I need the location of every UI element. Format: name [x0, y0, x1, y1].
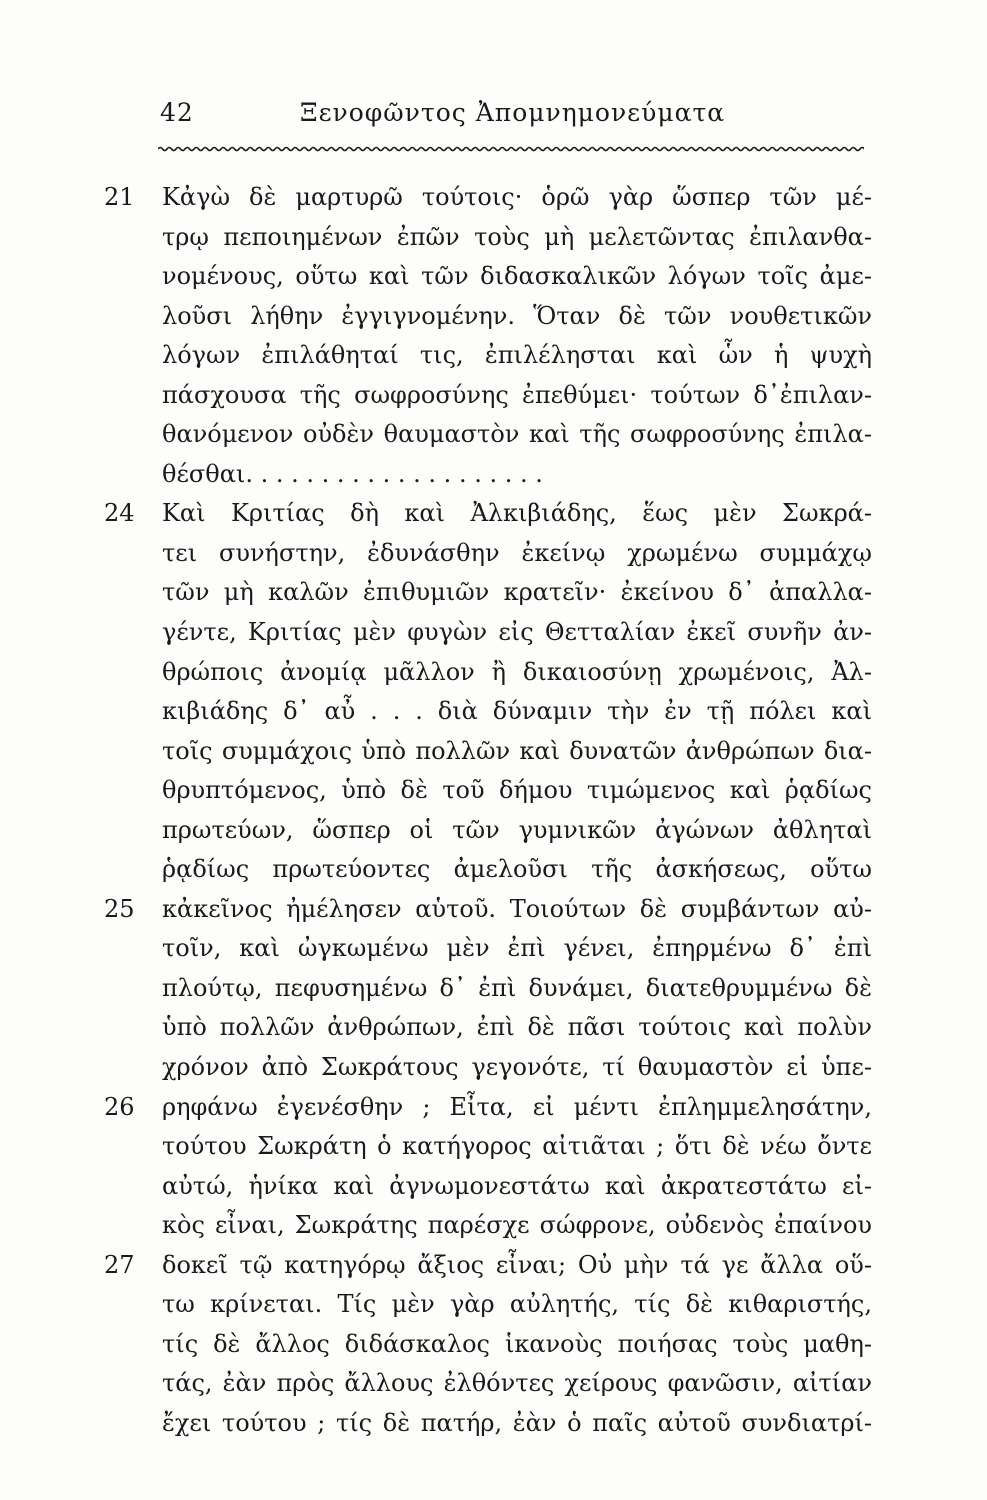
section-number: 21	[104, 183, 135, 211]
text-line	[162, 455, 872, 495]
line-text: χρόνον ἀπὸ Σωκράτους γεγονότε, τί θαυμαστὸν εἰ ὑπε-	[162, 1053, 872, 1082]
line-text: τῶν μὴ καλῶν ἐπιθυμιῶν κρατεῖν· ἐκείνου δ᾽ ἀπαλλα-	[162, 578, 872, 607]
section-number: 25	[104, 894, 135, 923]
line-text: πρωτεύων, ὥσπερ οἱ τῶν γυμνικῶν ἀγώνων ἀθληταὶ	[162, 815, 872, 844]
body-text	[104, 178, 872, 1444]
text-line	[162, 1404, 872, 1444]
text-line	[104, 494, 872, 534]
line-text: τοῖς συμμάχοις ὑπὸ πολλῶν καὶ δυνατῶν ἀνθρώπων δια-	[162, 736, 872, 765]
line-text: τάς, ἐὰν πρὸς ἄλλους ἐλθόντες χείρους φανῶσιν, αἰτίαν	[162, 1369, 872, 1398]
text-line	[162, 692, 872, 732]
line-text: ἔχει τούτου ; τίς δὲ πατήρ, ἐὰν ὁ παῖς αὐτοῦ συνδιατρί-	[162, 1408, 872, 1437]
text-line	[162, 1167, 872, 1207]
line-text: ρηφάνω ἐγενέσθην ; Εἶτα, εἰ μέντι ἐπλημμελησάτην,	[162, 1092, 872, 1121]
line-text: τρῳ πεποιημένων ἐπῶν τοὺς μὴ μελετῶντας ἐπιλανθα-	[162, 222, 872, 251]
text-line	[162, 929, 872, 969]
running-title: Ξενοφῶντος Ἀπομνημονεύματα	[300, 98, 726, 127]
line-text: λόγων ἐπιλάθηταί τις, ἐπιλέλησται καὶ ὧν ἡ ψυχὴ	[162, 341, 872, 370]
line-text: τοῖν, καὶ ὠγκωμένω μὲν ἐπὶ γένει, ἐπηρμένω δ᾽ ἐπὶ	[162, 934, 872, 963]
text-line	[162, 653, 872, 693]
line-text: Κἀγὼ δὲ μαρτυρῶ τούτοις· ὁρῶ γὰρ ὥσπερ τῶν μέ-	[162, 183, 872, 211]
text-line	[162, 1048, 872, 1088]
line-text: αὐτώ, ἡνίκα καὶ ἀγνωμονεστάτω καὶ ἀκρατεστάτω εἰ-	[162, 1171, 872, 1200]
page-number: 42	[160, 98, 194, 127]
line-text: τει συνήστην, ἐδυνάσθην ἐκείνῳ χρωμένω συμμάχῳ	[162, 538, 872, 567]
text-line	[162, 257, 872, 297]
text-line	[162, 1206, 872, 1246]
line-text: θρώποις ἀνομίᾳ μᾶλλον ἢ δικαιοσύνῃ χρωμένοις, Ἀλ-	[162, 657, 872, 686]
section-number: 27	[104, 1250, 135, 1279]
text-line	[162, 297, 872, 337]
text-line	[104, 890, 872, 930]
text-line	[162, 1285, 872, 1325]
line-text: ὑπὸ πολλῶν ἀνθρώπων, ἐπὶ δὲ πᾶσι τούτοις καὶ πολὺν	[162, 1013, 872, 1042]
line-text: λοῦσι λήθην ἐγγιγνομένην. Ὅταν δὲ τῶν νουθετικῶν	[162, 301, 872, 330]
text-line	[104, 1088, 872, 1128]
text-line	[162, 376, 872, 416]
line-text: ῥᾳδίως πρωτεύοντες ἀμελοῦσι τῆς ἀσκήσεως, οὕτω	[162, 855, 872, 884]
line-text: κὸς εἶναι, Σωκράτης παρέσχε σώφρονε, οὐδενὸς ἐπαίνου	[162, 1211, 872, 1240]
text-line	[162, 218, 872, 258]
text-line	[162, 573, 872, 613]
line-text: νομένους, οὕτω καὶ τῶν διδασκαλικῶν λόγων τοῖς ἀμε-	[162, 262, 872, 291]
text-line	[162, 969, 872, 1009]
line-text: δοκεῖ τῷ κατηγόρῳ ἄξιος εἶναι; Οὐ μὴν τά γε ἄλλα οὕ-	[162, 1250, 872, 1279]
header-wavy-rule	[158, 144, 864, 154]
line-text: θανόμενον οὐδὲν θαυμαστὸν καὶ τῆς σωφροσύνης ἐπιλα-	[162, 420, 872, 449]
line-text: τω κρίνεται. Τίς μὲν γὰρ αὐλητής, τίς δὲ κιθαριστής,	[162, 1290, 872, 1319]
text-line	[162, 336, 872, 376]
section-number: 24	[104, 499, 135, 528]
section-number: 26	[104, 1092, 135, 1121]
line-text: πάσχουσα τῆς σωφροσύνης ἐπεθύμει· τούτων δ᾽ἐπιλαν-	[162, 380, 872, 409]
line-text: θέσθαι. . . . . . . . . . . . . . . . . . . .	[162, 459, 543, 488]
text-line	[104, 178, 872, 218]
line-text: κἀκεῖνος ἠμέλησεν αὑτοῦ. Τοιούτων δὲ συμβάντων αὐ-	[162, 894, 872, 923]
page-header	[160, 98, 860, 138]
line-text: τίς δὲ ἄλλος διδάσκαλος ἱκανοὺς ποιήσας τοὺς μαθη-	[162, 1329, 872, 1358]
text-line	[104, 1246, 872, 1286]
line-text: γέντε, Κριτίας μὲν φυγὼν εἰς Θετταλίαν ἐκεῖ συνῆν ἀν-	[162, 618, 872, 647]
text-line	[162, 1325, 872, 1365]
text-line	[162, 1364, 872, 1404]
text-line	[162, 1127, 872, 1167]
line-text: τούτου Σωκράτη ὁ κατήγορος αἰτιᾶται ; ὅτι δὲ νέω ὄντε	[162, 1132, 872, 1161]
line-text: κιβιάδης δ᾽ αὖ . . . διὰ δύναμιν τὴν ἐν τῇ πόλει καὶ	[162, 697, 872, 726]
text-line	[162, 1008, 872, 1048]
text-line	[162, 732, 872, 772]
text-line	[162, 613, 872, 653]
text-line	[162, 771, 872, 811]
text-line	[162, 811, 872, 851]
line-text: θρυπτόμενος, ὑπὸ δὲ τοῦ δήμου τιμώμενος καὶ ῥᾳδίως	[162, 776, 872, 805]
text-line	[162, 850, 872, 890]
text-line	[162, 415, 872, 455]
line-text: Καὶ Κριτίας δὴ καὶ Ἀλκιβιάδης, ἕως μὲν Σωκρά-	[162, 499, 872, 528]
text-line	[162, 534, 872, 574]
line-text: πλούτῳ, πεφυσημένω δ᾽ ἐπὶ δυνάμει, διατεθρυμμένω δὲ	[162, 973, 872, 1002]
